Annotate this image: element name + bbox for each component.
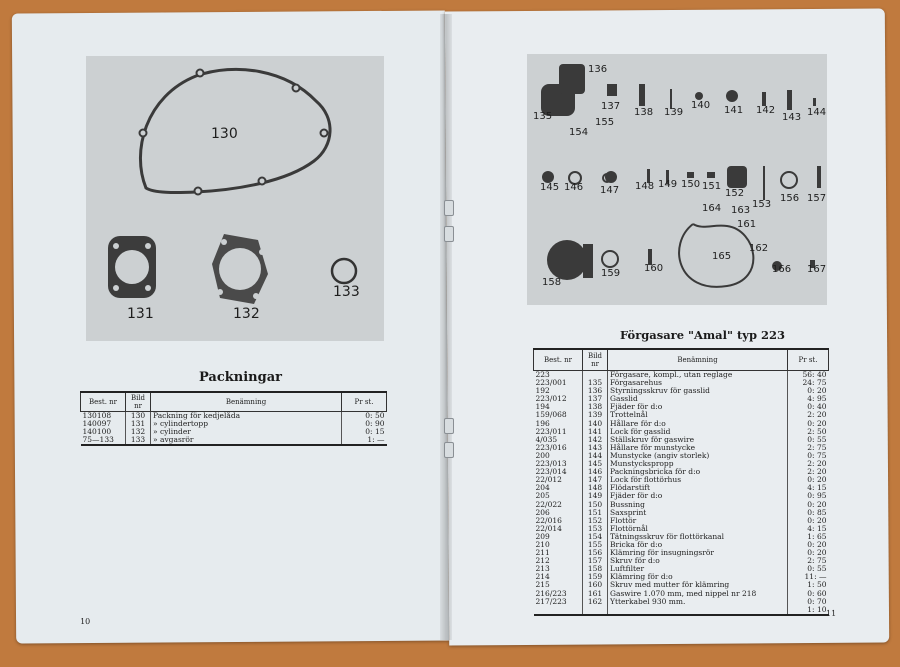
label-158: 158: [542, 277, 562, 288]
label-153: 153: [752, 199, 772, 210]
cell-bild-nr: 149: [583, 492, 608, 500]
cell-pr-st: 0: 20: [788, 501, 829, 509]
cell-pr-st: 0: 20: [788, 549, 829, 557]
cell-bild-nr: 142: [583, 436, 608, 444]
cell-best-nr: 200: [535, 450, 550, 460]
cell-pr-st: 0: 20: [788, 420, 829, 428]
col-pr-st: Pr st.: [788, 349, 829, 371]
staple-top: [444, 200, 454, 216]
cell-best-nr: 22/016: [535, 515, 562, 525]
cell-best-nr: 194: [535, 402, 550, 412]
cell-pr-st: 0: 60: [788, 590, 829, 598]
label-157: 157: [807, 193, 827, 204]
right-table-title: Förgasare "Amal" typ 223: [620, 328, 786, 342]
cell-bild-nr: 157: [583, 557, 608, 565]
col-benamning: Benämning: [151, 392, 342, 412]
cell-bild-nr: 138: [583, 403, 608, 411]
cell-best-nr: 4/035: [535, 434, 558, 444]
label-141: 141: [724, 105, 744, 116]
cell-pr-st: 1: 65: [788, 533, 829, 541]
col-benamning: Benämning: [608, 349, 788, 371]
label-160: 160: [644, 263, 664, 274]
table-row: [534, 420, 829, 428]
cell-benamning: Tätningsskruv för flottörkanal: [608, 533, 788, 541]
col-bild-nr: Bild nr: [583, 349, 608, 371]
cell-benamning: Packning för kedjelåda: [151, 412, 342, 421]
table-row: [534, 468, 829, 476]
left-table-body: [81, 412, 387, 446]
cell-pr-st: 0: 15: [342, 428, 387, 436]
table-row: [534, 403, 829, 411]
cell-bild-nr: 131: [126, 420, 151, 428]
label-142: 142: [756, 105, 776, 116]
label-161: 161: [737, 219, 757, 230]
cell-bild-nr: 151: [583, 509, 608, 517]
cell-benamning: Flottörnål: [608, 525, 788, 533]
cell-bild-nr: 139: [583, 411, 608, 419]
label-146: 146: [564, 182, 584, 193]
label-167: 167: [807, 264, 827, 275]
cell-benamning: Packningsbricka för d:o: [608, 468, 788, 476]
cell-pr-st: 0: 40: [788, 403, 829, 411]
right-page-number: 11: [825, 608, 837, 618]
cell-benamning: » cylindertopp: [151, 420, 342, 428]
cell-benamning: Luftfilter: [608, 565, 788, 573]
label-147: 147: [600, 185, 620, 196]
cell-bild-nr: 147: [583, 476, 608, 484]
cell-benamning: Skruv för d:o: [608, 557, 788, 565]
cell-pr-st: 1: —: [342, 436, 387, 445]
cell-pr-st: 2: 75: [788, 557, 829, 565]
staple-bottom: [444, 442, 454, 458]
cell-best-nr: 209: [535, 531, 550, 541]
table-row: [534, 549, 829, 557]
cell-pr-st: 24: 75: [788, 379, 829, 387]
cell-pr-st: 56: 40: [788, 371, 829, 380]
cell-best-nr: 211: [535, 548, 550, 558]
left-page-number: 10: [80, 616, 91, 627]
col-best-nr: Best. nr: [81, 392, 126, 412]
cell-best-nr: 223/014: [535, 467, 567, 477]
carburetor-parts-table: [533, 348, 829, 616]
gasket-parts-table: [80, 391, 387, 446]
cell-bild-nr: 145: [583, 460, 608, 468]
cell-bild-nr: 137: [583, 395, 608, 403]
table-row: [81, 420, 387, 428]
cell-benamning: Fjäder för d:o: [608, 403, 788, 411]
cell-bild-nr: 153: [583, 525, 608, 533]
cell-bild-nr: 161: [583, 590, 608, 598]
label-130: 130: [211, 126, 238, 142]
label-135: 135: [533, 111, 553, 122]
cell-bild-nr: 144: [583, 452, 608, 460]
table-row: [534, 606, 829, 615]
cell-pr-st: 11: —: [788, 573, 829, 581]
label-145: 145: [540, 182, 560, 193]
cell-pr-st: 0: 70: [788, 598, 829, 606]
cell-best-nr: 204: [535, 483, 550, 493]
table-row: [534, 476, 829, 484]
label-139: 139: [664, 107, 684, 118]
cell-best-nr: 216/223: [535, 588, 567, 598]
cell-benamning: Hållare för munstycke: [608, 444, 788, 452]
cell-benamning: Bricka för d:o: [608, 541, 788, 549]
cell-benamning: [608, 606, 788, 615]
cell-bild-nr: 136: [583, 387, 608, 395]
cell-benamning: Munstyckspropp: [608, 460, 788, 468]
cell-benamning: Förgasare, kompl., utan reglage: [608, 371, 788, 380]
cell-best-nr: 159/068: [535, 410, 567, 420]
cell-best-nr: 196: [535, 418, 550, 428]
label-132: 132: [233, 306, 260, 322]
table-row: [81, 436, 387, 445]
cell-bild-nr: 130: [126, 412, 151, 421]
table-row: [534, 395, 829, 403]
table-row: [534, 492, 829, 500]
cell-best-nr: 223: [535, 370, 550, 379]
cell-benamning: Gasslid: [608, 395, 788, 403]
cell-pr-st: 0: 20: [788, 517, 829, 525]
right-table-body: [534, 371, 829, 615]
cell-best-nr: 130108: [82, 411, 112, 420]
carburetor-parts-photo: [527, 54, 827, 305]
cell-best-nr: 192: [535, 386, 550, 396]
cell-benamning: » avgasrör: [151, 436, 342, 445]
cell-best-nr: 223/011: [535, 426, 567, 436]
cell-pr-st: 0: 20: [788, 541, 829, 549]
cell-pr-st: 0: 85: [788, 509, 829, 517]
cell-pr-st: 0: 50: [342, 412, 387, 421]
left-table-title: Packningar: [199, 370, 282, 385]
cell-benamning: Gaswire 1.070 mm, med nippel nr 218: [608, 590, 788, 598]
cell-best-nr: 212: [535, 556, 550, 566]
cell-bild-nr: 160: [583, 581, 608, 589]
cell-best-nr: 217/223: [535, 596, 567, 606]
label-144: 144: [807, 107, 827, 118]
cell-pr-st: 0: 90: [342, 420, 387, 428]
cell-bild-nr: 155: [583, 541, 608, 549]
cell-best-nr: 206: [535, 507, 550, 517]
cell-bild-nr: 141: [583, 428, 608, 436]
cell-benamning: » cylinder: [151, 428, 342, 436]
label-149: 149: [658, 179, 678, 190]
cell-bild-nr: 152: [583, 517, 608, 525]
cell-best-nr: 223/001: [535, 378, 567, 388]
cell-pr-st: 0: 55: [788, 436, 829, 444]
cell-pr-st: 0: 20: [788, 387, 829, 395]
table-row: [534, 411, 829, 419]
label-156: 156: [780, 193, 800, 204]
col-best-nr: Best. nr: [534, 349, 583, 371]
cell-benamning: Skruv med mutter för klämring: [608, 581, 788, 589]
cell-best-nr: [534, 606, 583, 615]
cell-benamning: Lock för flottörhus: [608, 476, 788, 484]
table-row: [534, 452, 829, 460]
cell-bild-nr: 133: [126, 436, 151, 445]
col-pr-st: Pr st.: [342, 392, 387, 412]
cell-pr-st: 4: 15: [788, 525, 829, 533]
label-162: 162: [749, 243, 769, 254]
cell-best-nr: 215: [535, 580, 550, 590]
cell-best-nr: 214: [535, 572, 550, 582]
cell-bild-nr: 132: [126, 428, 151, 436]
cell-benamning: Klämring för d:o: [608, 573, 788, 581]
col-bild-nr: Bild nr: [126, 392, 151, 412]
cell-bild-nr: 148: [583, 484, 608, 492]
cell-benamning: Ytterkabel 930 mm.: [608, 598, 788, 606]
cell-benamning: Hållare för d:o: [608, 420, 788, 428]
cell-best-nr: 140097: [82, 419, 112, 429]
label-155: 155: [595, 117, 615, 128]
label-166: 166: [772, 264, 792, 275]
cell-bild-nr: 140: [583, 420, 608, 428]
table-row: [534, 501, 829, 509]
table-row: [534, 387, 829, 395]
label-131: 131: [127, 306, 154, 322]
cell-benamning: Flottör: [608, 517, 788, 525]
cell-pr-st: 2: 75: [788, 444, 829, 452]
table-row: [534, 598, 829, 606]
cell-benamning: Trottelnål: [608, 411, 788, 419]
table-row: [534, 557, 829, 565]
cell-bild-nr: 156: [583, 549, 608, 557]
cell-pr-st: 2: 20: [788, 460, 829, 468]
label-154: 154: [569, 127, 589, 138]
label-143: 143: [782, 112, 802, 123]
cell-pr-st: 1: 10: [788, 606, 829, 615]
cell-pr-st: 2: 20: [788, 468, 829, 476]
label-159: 159: [601, 268, 621, 279]
cell-best-nr: 210: [535, 539, 550, 549]
cell-bild-nr: 150: [583, 501, 608, 509]
cell-best-nr: 75—133: [81, 436, 126, 445]
cell-bild-nr: 158: [583, 565, 608, 573]
cell-bild-nr: 146: [583, 468, 608, 476]
cell-benamning: Ställskruv för gaswire: [608, 436, 788, 444]
label-150: 150: [681, 179, 701, 190]
label-140: 140: [691, 100, 711, 111]
cell-benamning: Saxsprint: [608, 509, 788, 517]
cell-bild-nr: 159: [583, 573, 608, 581]
cell-best-nr: 140100: [82, 427, 112, 437]
cell-benamning: Munstycke (angiv storlek): [608, 452, 788, 460]
table-row: [534, 371, 829, 380]
cell-bild-nr: 135: [583, 379, 608, 387]
cell-best-nr: 22/012: [535, 475, 562, 485]
label-163: 163: [731, 205, 751, 216]
gasket-photo: [86, 56, 384, 341]
cell-best-nr: 22/014: [535, 523, 562, 533]
cell-best-nr: 223/012: [535, 394, 567, 404]
cell-pr-st: 1: 50: [788, 581, 829, 589]
label-151: 151: [702, 181, 722, 192]
cell-pr-st: 0: 75: [788, 452, 829, 460]
cell-pr-st: 4: 15: [788, 484, 829, 492]
cell-benamning: Fjäder för d:o: [608, 492, 788, 500]
cell-bild-nr: 162: [583, 598, 608, 606]
cell-benamning: Styrningsskruv för gasslid: [608, 387, 788, 395]
table-row: [534, 565, 829, 573]
table-row: [534, 484, 829, 492]
cell-best-nr: 213: [535, 564, 550, 574]
cell-bild-nr: [583, 606, 608, 615]
cell-benamning: Lock för gasslid: [608, 428, 788, 436]
label-138: 138: [634, 107, 654, 118]
cell-bild-nr: 143: [583, 444, 608, 452]
cell-pr-st: 0: 55: [788, 565, 829, 573]
table-row: [81, 428, 387, 436]
label-164: 164: [702, 203, 722, 214]
cell-pr-st: 0: 20: [788, 476, 829, 484]
cell-best-nr: 205: [535, 491, 550, 501]
staple-2: [444, 226, 454, 242]
label-137: 137: [601, 101, 621, 112]
cell-pr-st: 0: 95: [788, 492, 829, 500]
cell-benamning: Flödarstift: [608, 484, 788, 492]
table-row: [81, 412, 387, 421]
table-row: [534, 517, 829, 525]
cell-bild-nr: 154: [583, 533, 608, 541]
cell-best-nr: 223/013: [535, 459, 567, 469]
table-row: [534, 533, 829, 541]
cell-pr-st: 2: 20: [788, 411, 829, 419]
cell-pr-st: 4: 95: [788, 395, 829, 403]
label-136: 136: [588, 64, 608, 75]
cell-best-nr: 22/022: [535, 499, 562, 509]
cell-benamning: Bussning: [608, 501, 788, 509]
cell-benamning: Klämring för insugningsrör: [608, 549, 788, 557]
label-133: 133: [333, 284, 360, 300]
label-152: 152: [725, 188, 745, 199]
cell-pr-st: 2: 50: [788, 428, 829, 436]
staple-3: [444, 418, 454, 434]
label-165: 165: [712, 251, 732, 262]
cell-best-nr: 223/016: [535, 442, 567, 452]
cell-benamning: Förgasarehus: [608, 379, 788, 387]
label-148: 148: [635, 181, 655, 192]
table-row: [534, 509, 829, 517]
book-gutter: [440, 14, 452, 640]
